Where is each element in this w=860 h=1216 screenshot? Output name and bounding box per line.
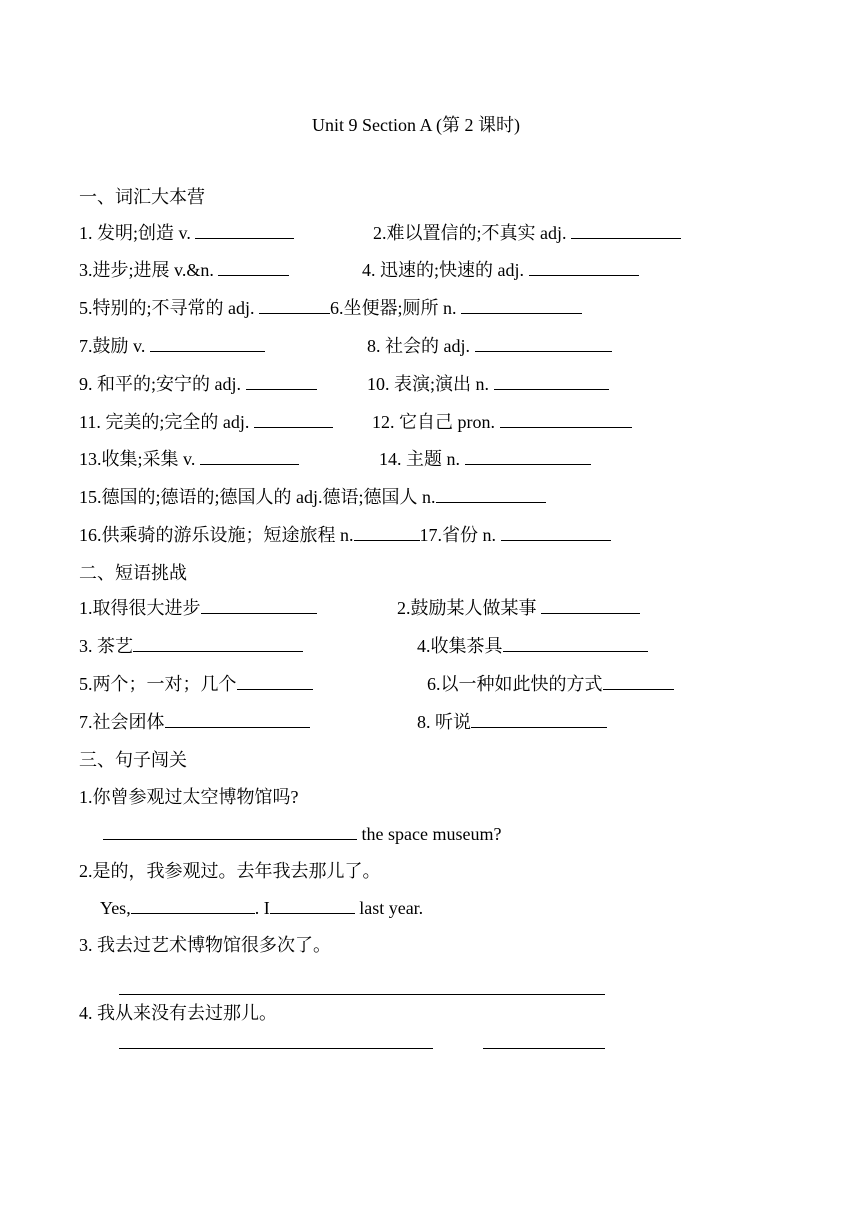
answer-blank[interactable] xyxy=(354,524,420,541)
vocab-item-1: 1. 发明;创造 v. xyxy=(79,221,294,245)
sentence-prompt-1: 1.你曾参观过太空博物馆吗? xyxy=(79,787,299,807)
answer-blank[interactable] xyxy=(237,673,313,690)
answer-blank[interactable] xyxy=(195,222,294,239)
answer-blank[interactable] xyxy=(201,597,317,614)
vocab-item-3: 3.进步;进展 v.&n. xyxy=(79,258,289,282)
vocab-item-7: 7.鼓励 v. xyxy=(79,334,265,358)
answer-blank[interactable] xyxy=(500,411,632,428)
sentence-prompt-2: 2.是的，我参观过。去年我去那儿了。 xyxy=(79,861,381,881)
sentence-prompt-3: 3. 我去过艺术博物馆很多次了。 xyxy=(79,935,331,955)
section-heading-sentences: 三、句子闯关 xyxy=(79,750,187,770)
vocab-item-9: 9. 和平的;安宁的 adj. xyxy=(79,372,317,396)
page-title: Unit 9 Section A (第 2 课时) xyxy=(312,115,520,135)
answer-blank[interactable] xyxy=(461,297,582,314)
vocab-item-2: 2.难以置信的;不真实 adj. xyxy=(373,221,681,245)
sentence-answer-1: the space museum? xyxy=(103,822,501,846)
sentence-answer-2: Yes, . I last year. xyxy=(100,898,424,918)
answer-blank[interactable] xyxy=(131,897,255,914)
answer-blank[interactable] xyxy=(270,897,355,914)
answer-blank[interactable] xyxy=(465,448,591,465)
vocab-item-16: 16.供乘骑的游乐设施；短途旅程 n. 17.省份 n. xyxy=(79,523,611,547)
phrase-item-6: 6.以一种如此快的方式 xyxy=(427,672,674,696)
answer-blank[interactable] xyxy=(165,711,310,728)
vocab-item-15: 15.德国的;德语的;德国人的 adj.德语;德国人 n. xyxy=(79,485,546,509)
vocab-item-12: 12. 它自己 pron. xyxy=(372,410,632,434)
answer-blank[interactable] xyxy=(150,335,265,352)
section-heading-phrases: 二、短语挑战 xyxy=(79,563,187,583)
answer-blank[interactable] xyxy=(218,259,289,276)
answer-blank[interactable] xyxy=(200,448,299,465)
answer-blank[interactable] xyxy=(254,411,333,428)
answer-blank[interactable] xyxy=(503,635,648,652)
phrase-item-2: 2.鼓励某人做某事 xyxy=(397,596,640,620)
answer-blank[interactable] xyxy=(133,635,303,652)
answer-blank[interactable] xyxy=(541,597,640,614)
answer-line[interactable] xyxy=(119,1048,433,1049)
phrase-item-4: 4.收集茶具 xyxy=(417,634,648,658)
answer-blank[interactable] xyxy=(603,673,674,690)
answer-blank[interactable] xyxy=(475,335,612,352)
phrase-item-5: 5.两个；一对；几个 xyxy=(79,672,313,696)
answer-blank[interactable] xyxy=(501,524,611,541)
answer-blank[interactable] xyxy=(494,373,609,390)
answer-blank[interactable] xyxy=(246,373,317,390)
vocab-item-4: 4. 迅速的;快速的 adj. xyxy=(362,258,639,282)
vocab-item-8: 8. 社会的 adj. xyxy=(367,334,612,358)
answer-blank[interactable] xyxy=(259,297,330,314)
sentence-prompt-4: 4. 我从来没有去过那儿。 xyxy=(79,1003,277,1023)
section-heading-vocab: 一、词汇大本营 xyxy=(79,187,205,207)
phrase-item-8: 8. 听说 xyxy=(417,710,607,734)
answer-blank[interactable] xyxy=(103,823,357,840)
answer-line[interactable] xyxy=(483,1048,605,1049)
answer-blank[interactable] xyxy=(571,222,681,239)
answer-blank[interactable] xyxy=(471,711,607,728)
answer-blank[interactable] xyxy=(529,259,639,276)
phrase-item-7: 7.社会团体 xyxy=(79,710,310,734)
vocab-item-5: 5.特别的;不寻常的 adj. 6.坐便器;厕所 n. xyxy=(79,296,582,320)
vocab-item-13: 13.收集;采集 v. xyxy=(79,447,299,471)
vocab-item-10: 10. 表演;演出 n. xyxy=(367,372,609,396)
answer-blank[interactable] xyxy=(436,486,546,503)
vocab-item-11: 11. 完美的;完全的 adj. xyxy=(79,410,333,434)
vocab-item-14: 14. 主题 n. xyxy=(379,447,591,471)
answer-line[interactable] xyxy=(119,994,605,995)
phrase-item-1: 1.取得很大进步 xyxy=(79,596,317,620)
phrase-item-3: 3. 茶艺 xyxy=(79,634,303,658)
